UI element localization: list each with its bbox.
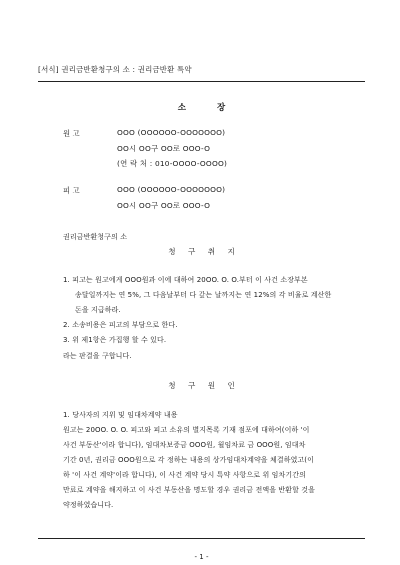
cause-line: 1. 당사자의 지위 및 임대차계약 내용 [63,411,178,419]
cause-line: 하 '이 사건 계약'이라 합니다), 이 사건 계약 당시 특약 사항으로 위 임차기간의 [63,471,306,479]
claim-line: 1. 피고는 원고에게 OOO원과 이에 대하여 20OO. O. O.부터 이 사건 소장부본 [63,276,308,284]
judgment-request: 라는 판결을 구합니다. [63,352,132,360]
claim-line: 2. 소송비용은 피고의 부담으로 한다. [63,321,178,329]
defendant-label: 피 고 [63,186,80,195]
claim-heading: 청 구 취 지 [168,247,240,256]
cause-line: 만료로 계약을 해지하고 이 사건 부동산을 명도할 경우 권리금 전액을 반환할 것을 [63,486,316,494]
defendant-address: OO시 OO구 OO로 OOO-O [117,201,211,210]
cause-heading: 청 구 원 인 [168,381,240,390]
plaintiff-address: OO시 OO구 OO로 OOO-O [117,144,211,153]
page-number: - 1 - [194,553,209,561]
plaintiff-name: OOO (OOOOOO-OOOOOOO) [117,128,226,137]
cause-line: 사건 부동산'이라 합니다), 임대차보증금 OOO원, 월임차료 금 OOO원, 임대차 [63,441,306,449]
defendant-name: OOO (OOOOOO-OOOOOOO) [117,185,226,194]
bottom-rule [38,538,365,539]
plaintiff-phone: (연 락 처 : 010-OOOO-OOOO) [117,159,228,168]
cause-line: 약정하였습니다. [63,501,114,509]
case-name: 권리금반환청구의 소 [63,233,128,241]
form-caption: [서식] 권리금반환청구의 소 : 권리금반환 특약 [38,65,192,74]
cause-line: 기간 0년, 권리금 OOO원으로 각 정하는 내용의 상가임대차계약을 체결하였고(이 [63,456,314,464]
claim-line: 3. 위 제1항은 가집행 할 수 있다. [63,336,167,344]
plaintiff-label: 원 고 [63,129,80,138]
top-rule [38,81,365,82]
claim-line: 돈을 지급하라. [75,306,121,314]
document-title: 소 장 [177,103,240,113]
claim-line: 송달일까지는 연 5%, 그 다음날부터 다 갚는 날까지는 연 12%의 각 비율로 계산한 [75,291,332,299]
cause-line: 원고는 20OO. O. O. 피고와 피고 소유의 별지목록 기재 점포에 대하여(이하 '이 [63,426,310,434]
